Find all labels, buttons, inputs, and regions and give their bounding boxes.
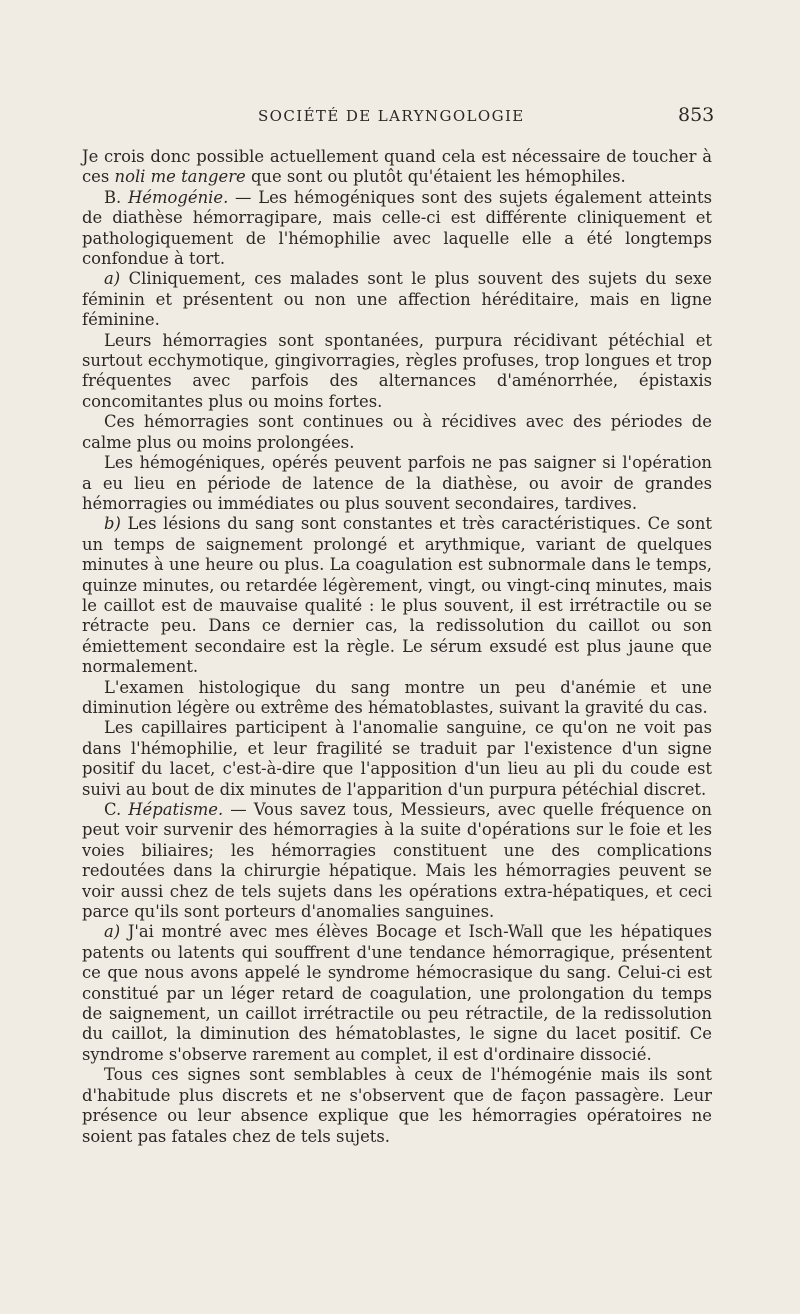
paragraph: Les hémogéniques, opérés peuvent parfois ne pas saigner si l'opération a eu lieu en période de latence de la diathèse, ou avoir de grandes hémorragies ou immédiates ou plus souvent secondaires, tardives. [82,453,712,513]
running-header [0,104,800,130]
paragraph: Ces hémorragies sont continues ou à récidives avec des périodes de calme plus ou moins prolongées. [82,412,712,452]
body-text [82,147,712,1147]
paragraph: b) Les lésions du sang sont constantes et très caractéristiques. Ce sont un temps de saignement prolongé et arythmique, variant de quelques minutes à une heure ou plus. La coagulation est subnormale dans le temps, quinze minutes, ou retardée légèrement, vingt, ou vingt-cinq minutes, mais le caillot est de mauvaise qualité : le plus souvent, il est irrétractile ou se rétracte peu. Dans ce dernier cas, la redissolution du caillot ou son émiettement secondaire est la règle. Le sérum exsudé est plus jaune que normalement. [82,514,712,677]
paragraph: Leurs hémorragies sont spontanées, purpura récidivant pétéchial et surtout ecchymotique, gingivorragies, règles profuses, trop longues et trop fréquentes avec parfois des alternances d'aménorrhée, épistaxis concomitantes plus ou moins fortes. [82,330,712,411]
paragraph: Je crois donc possible actuellement quand cela est nécessaire de toucher à ces noli me tangere que sont ou plutôt qu'étaient les hémophiles. [82,147,712,187]
paragraph: Les capillaires participent à l'anomalie sanguine, ce qu'on ne voit pas dans l'hémophilie, et leur fragilité se traduit par l'existence d'un signe positif du lacet, c'est-à-dire que l'apposition d'un lieu au pli du coude est suivi au bout de dix minutes de l'apparition d'un purpura pétéchial discret. [82,718,712,799]
paragraph-hemogenie-heading: B. Hémogénie. — Les hémogéniques sont des sujets également atteints de diathèse hémorragipare, mais celle-ci est différente cliniquement et pathologiquement de l'hémophilie avec laquelle elle a été longtemps confondue à tort. [82,187,712,269]
paragraph: Tous ces signes sont semblables à ceux de l'hémogénie mais ils sont d'habitude plus discrets et ne s'observent que de façon passagère. Leur présence ou leur absence explique que les hémorragies opératoires ne soient pas fatales chez de tels sujets. [82,1065,712,1146]
paragraph-hepatisme-heading: C. Hépatisme. — Vous savez tous, Messieurs, avec quelle fréquence on peut voir survenir des hémorragies à la suite d'opérations sur le foie et les voies biliaires; les hémorragies constituent une des complications redoutées dans la chirurgie hépatique. Mais les hémorragies peuvent se voir aussi chez de tels sujets dans les opérations extra-hépatiques, et ceci parce qu'ils sont porteurs d'anomalies sanguines. [82,800,712,922]
paragraph: a) J'ai montré avec mes élèves Bocage et Isch-Wall que les hépatiques patents ou latents qui souffrent d'une tendance hémorragique, présentent ce que nous avons appelé le syndrome hémocrasique du sang. Celui-ci est constitué par un léger retard de coagulation, une prolongation du temps de saignement, un caillot irrétractile ou peu rétractile, de la redissolution du caillot, la diminution des hématoblastes, le signe du lacet positif. Ce syndrome s'observe rarement au complet, il est d'ordinaire dissocié. [82,922,712,1064]
paragraph: a) Cliniquement, ces malades sont le plus souvent des sujets du sexe féminin et présentent ou non une affection héréditaire, mais en ligne féminine. [82,269,712,330]
page-number: 853 [678,104,715,126]
paragraph: L'examen histologique du sang montre un peu d'anémie et une diminution légère ou extrême des hématoblastes, suivant la gravité du cas. [82,677,712,717]
running-title: SOCIÉTÉ DE LARYNGOLOGIE [258,107,525,125]
